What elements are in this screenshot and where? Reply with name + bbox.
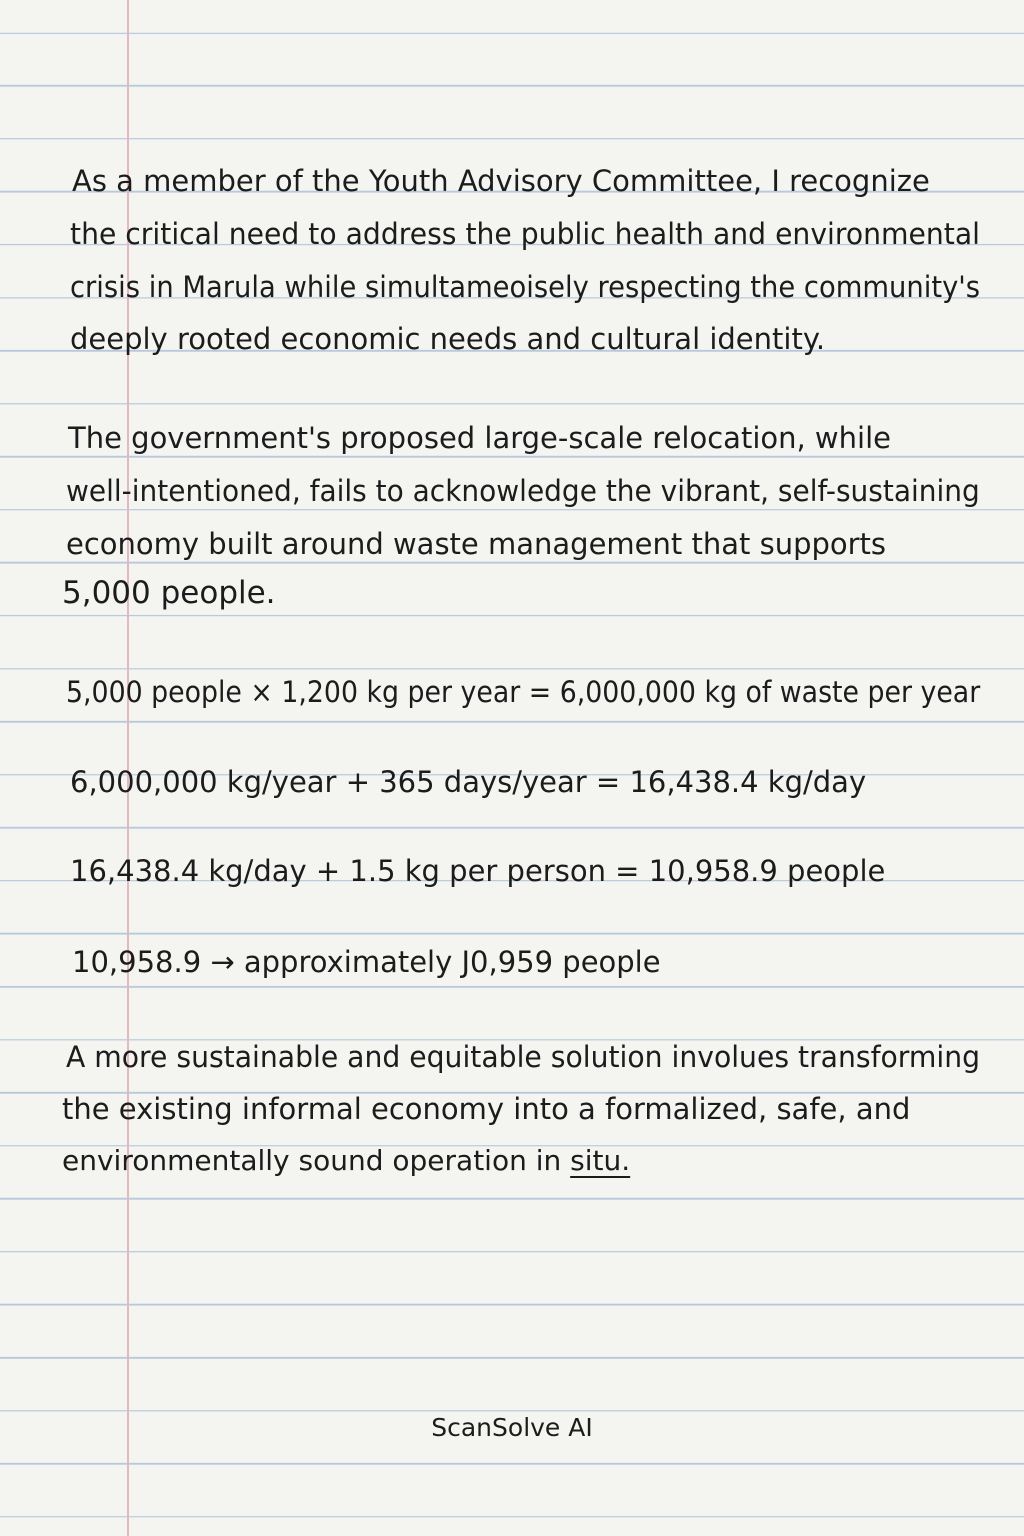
- paragraph-3-line-2: the existing informal economy into a formalized, safe, and: [62, 1092, 911, 1126]
- paragraph-2-line-1: The government's proposed large-scale relocation, while: [68, 421, 891, 455]
- paragraph-1-line-2: the critical need to address the public health and environmental: [70, 217, 980, 251]
- paragraph-2-line-2: well-intentioned, fails to acknowledge the vibrant, self-sustaining: [66, 474, 980, 508]
- paragraph-2-line-4: 5,000 people.: [62, 575, 276, 611]
- paragraph-1-line-1: As a member of the Youth Advisory Committee, I recognize: [72, 164, 930, 198]
- calculation-line-2: 6,000,000 kg/year + 365 days/year = 16,438.4 kg/day: [70, 765, 867, 799]
- paragraph-3-line-1: A more sustainable and equitable solution involues transforming: [66, 1040, 981, 1074]
- brand-footer: ScanSolve AI: [431, 1413, 593, 1442]
- paragraph-3-line-3: [62, 1144, 631, 1177]
- calculation-line-3: 16,438.4 kg/day + 1.5 kg per person = 10,958.9 people: [70, 854, 886, 888]
- paragraph-3-line-3-text: environmentally sound operation in: [62, 1144, 562, 1177]
- calculation-line-1: 5,000 people × 1,200 kg per year = 6,000,000 kg of waste per year: [66, 675, 981, 709]
- paragraph-1-line-3: crisis in Marula while simultameoisely respecting the community's: [70, 270, 981, 304]
- underlined-word-situ: situ.: [570, 1144, 631, 1177]
- paragraph-1-line-4: deeply rooted economic needs and cultural identity.: [70, 322, 826, 356]
- paragraph-2-line-3: economy built around waste management that supports: [66, 527, 887, 561]
- calculation-line-4: 10,958.9 → approximately J0,959 people: [72, 945, 661, 979]
